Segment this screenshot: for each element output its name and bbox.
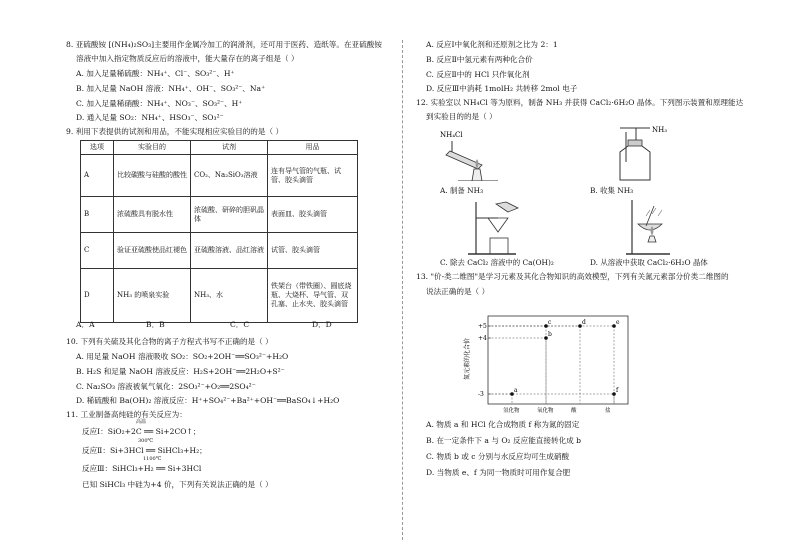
pouring-beaker: [496, 202, 518, 212]
point-label-f: f: [616, 387, 619, 394]
alcohol-lamp: [472, 169, 482, 181]
table-cell: 试管、胶头滴管: [268, 233, 358, 269]
q9-option-a: A．A: [76, 320, 95, 329]
q11-reaction-1: 反应Ⅰ：SiO₂+2C ══ Si+2CO↑；: [82, 427, 201, 436]
point-label-d: d: [582, 319, 586, 326]
q11-reaction-2: 反应Ⅱ：Si+3HCl ══ SiHCl₃+H₂；: [82, 446, 207, 455]
table-cell: CO₂、Na₂SiO₃溶液: [191, 155, 268, 197]
table-row: [81, 155, 358, 197]
q11-reaction-2-condition: 300℃: [138, 438, 154, 444]
evaporating-dish: [638, 224, 662, 230]
q10-option-a: A. 用足量 NaOH 溶液吸收 SO₂：SO₂+2OH⁻══SO₃²⁻+H₂O: [76, 352, 289, 361]
q12-caption-c: C. 除去 CaCl₂ 溶液中的 Ca(OH)₂: [440, 258, 554, 267]
q11-reaction-1-condition: 高温: [136, 419, 147, 425]
q8-option-d: D. 通入足量 SO₂：NH₄⁺、HSO₃⁻、SO₃²⁻: [76, 113, 224, 122]
q11-reaction-3: 反应Ⅲ：SiHCl₃+H₂ ══ Si+3HCl: [82, 464, 202, 473]
chart-y-label: 氮元素的化合价: [464, 337, 471, 380]
steam-icon: [646, 208, 662, 216]
q11-tail: 已知 SiHCl₃ 中硅为+4 价，下列有关说法正确的是（ ）: [82, 480, 273, 489]
table-header-purpose: 实验目的: [114, 141, 191, 155]
apparatus-b-collect-nh3: [606, 122, 676, 182]
q8-stem-2: 溶液中加入指定物质反应后的溶液中，能大量存在的离子组是（ ）: [76, 54, 299, 63]
q9-table: [80, 140, 358, 323]
stopper: [628, 140, 642, 146]
point-label-b: b: [548, 331, 552, 338]
apparatus-c-filtration: [466, 198, 536, 256]
table-cell: 表面皿、胶头滴管: [268, 197, 358, 233]
q9-option-b: B．B: [146, 320, 165, 329]
table-cell: NH₃ 的喷泉实验: [114, 269, 191, 323]
table-header-option: 选项: [81, 141, 114, 155]
table-row: [81, 233, 358, 269]
gas-bottle: [620, 146, 650, 180]
point-label-a: a: [514, 387, 518, 394]
q10-option-c: C. Na₂SO₃ 溶液被氧气氧化：2SO₃²⁻+O₂══2SO₄²⁻: [76, 382, 256, 391]
q12-caption-a: A. 制备 NH₃: [440, 186, 484, 195]
x-tick-label: 酸: [571, 408, 577, 414]
q8-option-b: B. 加入足量 NaOH 溶液：NH₄⁺、OH⁻、SO₃²⁻、Na⁺: [76, 84, 266, 93]
table-cell: 连有导气管的气瓶、试管、胶头滴管: [268, 155, 358, 197]
q9-option-d: D．D: [312, 320, 332, 329]
table-cell: 铁架台（带铁圈）、圆底烧瓶、大烧杯、导气管、双孔塞、止水夹、胶头滴管: [268, 269, 358, 323]
q11-option-c: C. 反应Ⅱ中的 HCl 只作氧化剂: [426, 70, 530, 79]
q8-option-a: A. 加入足量稀硫酸：NH₄⁺、Cl⁻、SO₃²⁻、H⁺: [76, 69, 235, 78]
q8-stem-1: 8. 亚硫酸铵 [(NH₄)₂SO₃]主要用作金属冷加工的润滑剂，还可用于医药、造纸等。在亚硫酸铵: [66, 40, 382, 49]
q11-option-d: D. 反应Ⅲ中消耗 1molH₂ 共转移 2mol 电子: [426, 84, 578, 93]
table-cell: 浓硫酸具有脱水性: [114, 197, 191, 233]
table-row: [81, 197, 358, 233]
x-tick-label: 氢化物: [503, 408, 520, 414]
table-cell: 比较碳酸与硅酸的酸性: [114, 155, 191, 197]
q12-stem-1: 12. 实验室以 NH₄Cl 等为原料，制备 NH₃ 并获得 CaCl₂·6H₂O 晶体。下列图示装置和原理能达: [416, 98, 744, 107]
x-tick-label: 氧化物: [537, 408, 554, 414]
apparatus-a-heating-nh4cl: [438, 125, 508, 181]
table-cell: D: [81, 269, 114, 323]
q10-stem: 10. 下列有关硫及其化合物的离子方程式书写不正确的是（ ）: [66, 337, 273, 346]
table-cell: B: [81, 197, 114, 233]
point-label-e: e: [616, 319, 620, 326]
q13-option-a: A. 物质 a 和 HCl 化合成物质 f 称为氮的固定: [426, 420, 580, 429]
table-cell: NH₃、水: [191, 269, 268, 323]
valence-class-chart: [456, 308, 636, 416]
q13-stem-1: 13. "价-类二维图"是学习元素及其化合物知识的高效模型，下列有关氮元素部分价类二维图的: [416, 272, 729, 281]
chart-frame: [488, 316, 628, 404]
q13-option-c: C. 物质 b 或 c 分别与水反应均可生成硝酸: [426, 452, 570, 461]
q9-option-c: C．C: [230, 320, 250, 329]
funnel: [488, 218, 508, 232]
y-tick-label: +4: [478, 335, 487, 342]
q11-option-a: A. 反应Ⅰ中氧化剂和还原剂之比为 2：1: [426, 40, 558, 49]
q13-option-d: D. 当物质 e、f 为同一物质时可用作复合肥: [426, 468, 571, 477]
q11-reaction-3-condition: 1100℃: [143, 456, 162, 462]
table-cell: 浓硫酸、研碎的胆矾晶体: [191, 197, 268, 233]
table-cell: 验证亚硫酸使品红褪色: [114, 233, 191, 269]
q12-stem-2: 到实验目的的是（ ）: [426, 112, 497, 121]
q9-stem: 9. 利用下表提供的试剂和用品，不能实现相应实验目的的是（ ）: [66, 127, 284, 136]
table-header-reagent: 试剂: [191, 141, 268, 155]
column-divider: [402, 40, 403, 540]
table-cell: A: [81, 155, 114, 197]
y-tick-label: -3: [478, 391, 484, 398]
table-cell: 亚硫酸溶液、品红溶液: [191, 233, 268, 269]
q8-option-c: C. 加入足量稀硝酸：NH₄⁺、NO₃⁻、SO₃²⁻、H⁺: [76, 99, 243, 108]
receiving-beaker: [490, 238, 508, 254]
nh3-label: NH₃: [652, 126, 668, 134]
q12-caption-d: D. 从溶液中获取 CaCl₂·6H₂O 晶体: [590, 258, 708, 267]
q11-stem: 11. 工业制备高纯硅的有关反应为：: [66, 410, 187, 419]
alcohol-lamp: [648, 236, 656, 242]
q13-stem-2: 说法正确的是（ ）: [426, 287, 490, 296]
q11-option-b: B. 反应Ⅱ中氢元素有两种化合价: [426, 55, 533, 64]
table-row: [81, 269, 358, 323]
q10-option-b: B. H₂S 和足量 NaOH 溶液反应：H₂S+2OH⁻══2H₂O+S²⁻: [76, 367, 285, 376]
q10-option-d: D. 稀硫酸和 Ba(OH)₂ 溶液反应：H⁺+SO₄²⁻+Ba²⁺+OH⁻══BaSO₄↓+H₂O: [76, 396, 340, 405]
point-label-c: c: [548, 319, 552, 326]
table-cell: C: [81, 233, 114, 269]
glass-rod: [646, 206, 654, 226]
nh4cl-label: NH₄Cl: [440, 131, 463, 139]
y-tick-label: +5: [478, 323, 487, 330]
apparatus-d-evaporation: [626, 196, 682, 256]
table-header-equipment: 用品: [268, 141, 358, 155]
q13-option-b: B. 在一定条件下 a 与 O₂ 反应能直接转化成 b: [426, 436, 582, 445]
x-tick-label: 盐: [605, 408, 611, 414]
q12-caption-b: B. 收集 NH₃: [590, 186, 634, 195]
